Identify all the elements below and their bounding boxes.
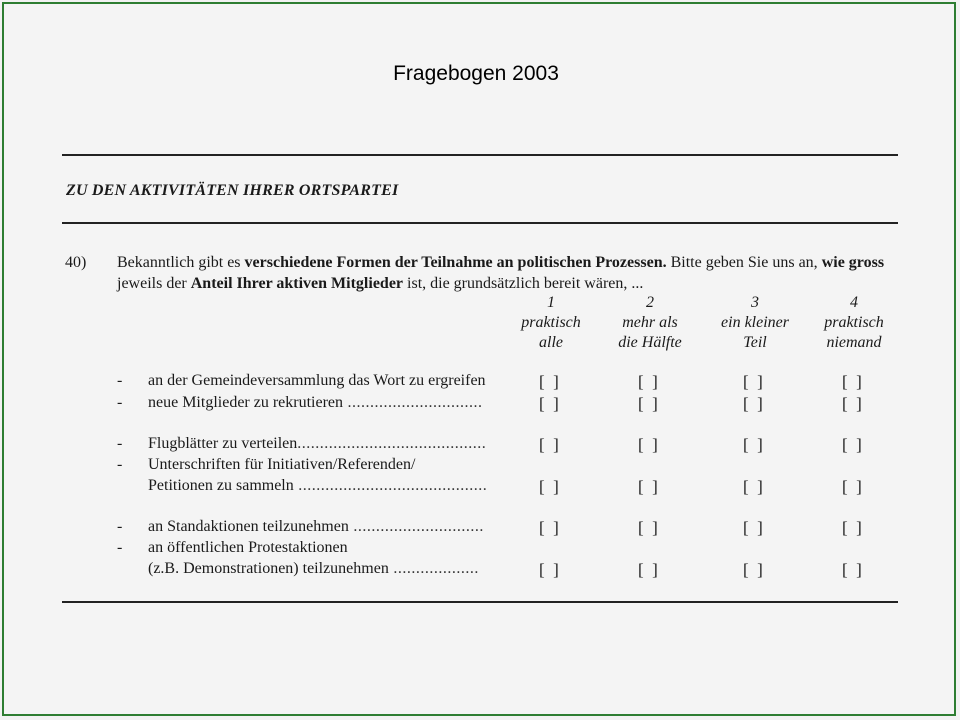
answer-checkbox-3[interactable]: [ ]	[743, 560, 763, 579]
item-text: an öffentlichen Protestaktionen	[148, 539, 348, 556]
item-leader-dots: ..............................	[343, 394, 483, 411]
answer-checkbox-2[interactable]: [ ]	[638, 394, 658, 413]
item-leader-dots: ..........................................	[293, 477, 488, 494]
answer-checkbox-1[interactable]: [ ]	[539, 518, 559, 537]
item-row	[4, 372, 948, 393]
page-frame	[2, 2, 956, 716]
item-text: Petitionen zu sammeln	[148, 477, 294, 494]
item-text: neue Mitglieder zu rekrutieren	[148, 394, 344, 411]
answer-checkbox-2[interactable]: [ ]	[638, 372, 658, 391]
column-header-line2: die Hälfte	[618, 334, 682, 351]
item-leader-dots: .............................	[348, 518, 484, 535]
column-header-line2: alle	[539, 334, 563, 351]
answer-checkbox-3[interactable]: [ ]	[743, 477, 763, 496]
column-header-line1: ein kleiner	[721, 314, 789, 331]
item-row	[4, 539, 948, 560]
answer-checkbox-3[interactable]: [ ]	[743, 435, 763, 454]
item-row	[4, 560, 948, 581]
answer-checkbox-1[interactable]: [ ]	[539, 394, 559, 413]
column-header-1	[501, 293, 601, 353]
answer-checkbox-1[interactable]: [ ]	[539, 560, 559, 579]
intro-part: Bitte geben Sie uns an,	[666, 254, 822, 271]
item-label	[148, 518, 512, 536]
column-header-num: 3	[751, 294, 759, 311]
answer-checkbox-4[interactable]: [ ]	[842, 560, 862, 579]
answer-checkbox-4[interactable]: [ ]	[842, 477, 862, 496]
column-header-line2: niemand	[826, 334, 882, 351]
question-intro	[117, 252, 897, 294]
answer-checkbox-1[interactable]: [ ]	[539, 372, 559, 391]
item-label	[148, 477, 512, 495]
answer-checkbox-4[interactable]: [ ]	[842, 372, 862, 391]
item-row	[4, 394, 948, 415]
answer-checkbox-3[interactable]: [ ]	[743, 518, 763, 537]
intro-part: ist, die grundsätzlich bereit wären, ...	[403, 275, 644, 292]
column-header-3	[705, 293, 805, 353]
item-row	[4, 518, 948, 539]
item-leader-dots: ...................	[388, 560, 479, 577]
bottom-rule	[62, 601, 898, 603]
item-bullet: -	[117, 394, 123, 411]
item-label	[148, 435, 512, 453]
column-header-num: 2	[646, 294, 654, 311]
answer-checkbox-2[interactable]: [ ]	[638, 560, 658, 579]
column-header-line1: praktisch	[521, 314, 581, 331]
item-leader-dots: ..........................................	[297, 435, 487, 452]
column-header-line2: Teil	[743, 334, 767, 351]
item-bullet: -	[117, 435, 123, 452]
item-text: Flugblätter zu verteilen	[148, 435, 298, 452]
page-title: Fragebogen 2003	[393, 62, 559, 85]
column-header-line1: mehr als	[622, 314, 678, 331]
column-header-4	[804, 293, 904, 353]
column-header-num: 4	[850, 294, 858, 311]
item-text: Unterschriften für Initiativen/Referenden/	[148, 456, 416, 473]
answer-checkbox-1[interactable]: [ ]	[539, 477, 559, 496]
item-bullet: -	[117, 518, 123, 535]
answer-checkbox-2[interactable]: [ ]	[638, 518, 658, 537]
answer-checkbox-4[interactable]: [ ]	[842, 394, 862, 413]
top-rule	[62, 154, 898, 156]
answer-checkbox-2[interactable]: [ ]	[638, 435, 658, 454]
item-bullet: -	[117, 456, 123, 473]
section-rule	[62, 222, 898, 224]
answer-checkbox-4[interactable]: [ ]	[842, 518, 862, 537]
answer-checkbox-4[interactable]: [ ]	[842, 435, 862, 454]
item-bullet: -	[117, 539, 123, 556]
item-label	[148, 372, 512, 390]
answer-checkbox-2[interactable]: [ ]	[638, 477, 658, 496]
answer-checkbox-3[interactable]: [ ]	[743, 394, 763, 413]
item-label	[148, 456, 512, 474]
item-bullet: -	[117, 372, 123, 389]
intro-part: verschiedene Formen der Teilnahme an politischen Prozessen.	[244, 254, 667, 271]
section-title: ZU DEN AKTIVITÄTEN IHRER ORTSPARTEI	[66, 182, 399, 199]
item-label	[148, 560, 512, 578]
item-row	[4, 456, 948, 477]
column-header-2	[600, 293, 700, 353]
intro-part: wie gross	[821, 254, 885, 271]
item-row	[4, 477, 948, 498]
answer-checkbox-3[interactable]: [ ]	[743, 372, 763, 391]
intro-part: Bekanntlich gibt es	[117, 254, 245, 271]
answer-checkbox-1[interactable]: [ ]	[539, 435, 559, 454]
intro-part: Anteil Ihrer aktiven Mitglieder	[190, 275, 404, 292]
item-text: an Standaktionen teilzunehmen	[148, 518, 349, 535]
column-header-num: 1	[547, 294, 555, 311]
item-text: an der Gemeindeversammlung das Wort zu ergreifen	[148, 372, 486, 389]
question-number: 40)	[65, 254, 87, 271]
item-label	[148, 539, 512, 557]
item-text: (z.B. Demonstrationen) teilzunehmen	[148, 560, 389, 577]
intro-part: jeweils der	[117, 275, 191, 292]
item-label	[148, 394, 512, 412]
item-row	[4, 435, 948, 456]
column-header-line1: praktisch	[824, 314, 884, 331]
